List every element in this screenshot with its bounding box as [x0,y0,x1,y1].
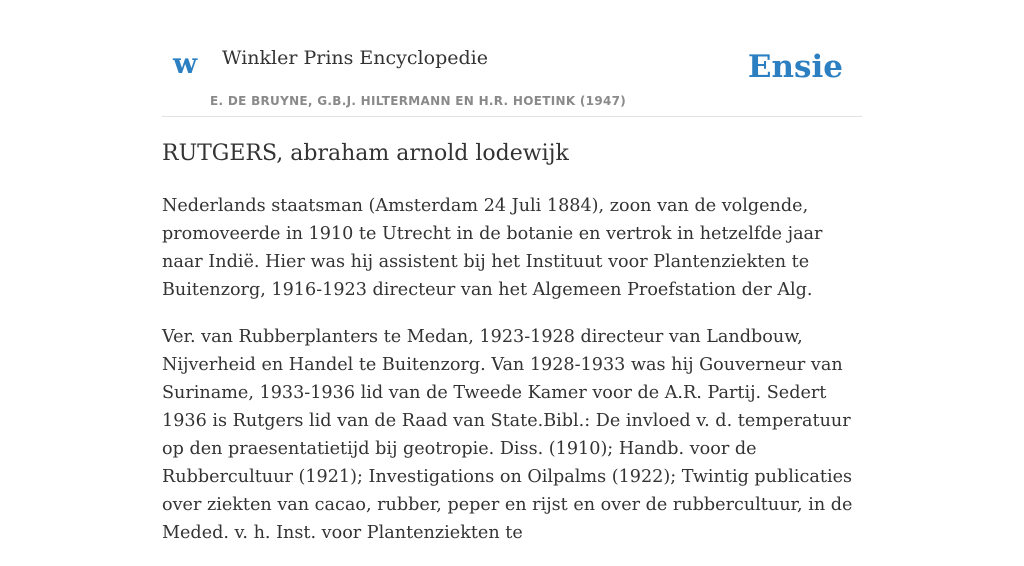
site-logo[interactable]: w [173,47,198,80]
brand-logo[interactable]: Ensie [747,49,843,85]
page-container [162,0,862,543]
article-paragraph-2: Ver. van Rubberplanters te Medan, 1923-1928 directeur van Landbouw, Nijverheid en Handel te Buitenzorg. Van 1928-1933 was hij Gouverneur van Suriname, 1933-1936 lid van de Tweede Kamer voor de A.R. Partij. Sedert 1936 is Rutgers lid van de Raad van State.Bibl.: De invloed v. d. temperatuur op den praesentatietijd bij geotropie. Diss. (1910); Handb. voor de Rubbercultuur (1921); Investigations on Oilpalms (1922); Twintig publicaties over ziekten van cacao, rubber, peper en rijst en over de rubbercultuur, in de Meded. v. h. Inst. voor Plantenziekten te [162,327,853,543]
article-body [162,192,862,566]
site-header [162,0,862,117]
article-paragraph-1: Nederlands staatsman (Amsterdam 24 Juli 1884), zoon van de volgende, promoveerde in 1910 te Utrecht in de botanie en vertrok in hetzelfde jaar naar Indië. Hier was hij assistent bij het Instituut voor Plantenziekten te Buitenzorg, 1916-1923 directeur van het Algemeen Proefstation der Alg. [162,196,823,300]
site-authors: E. DE BRUYNE, G.B.J. HILTERMANN EN H.R. HOETINK (1947) [210,94,627,108]
article-title: RUTGERS, abraham arnold lodewijk [162,141,569,166]
site-title[interactable]: Winkler Prins Encyclopedie [222,47,488,69]
